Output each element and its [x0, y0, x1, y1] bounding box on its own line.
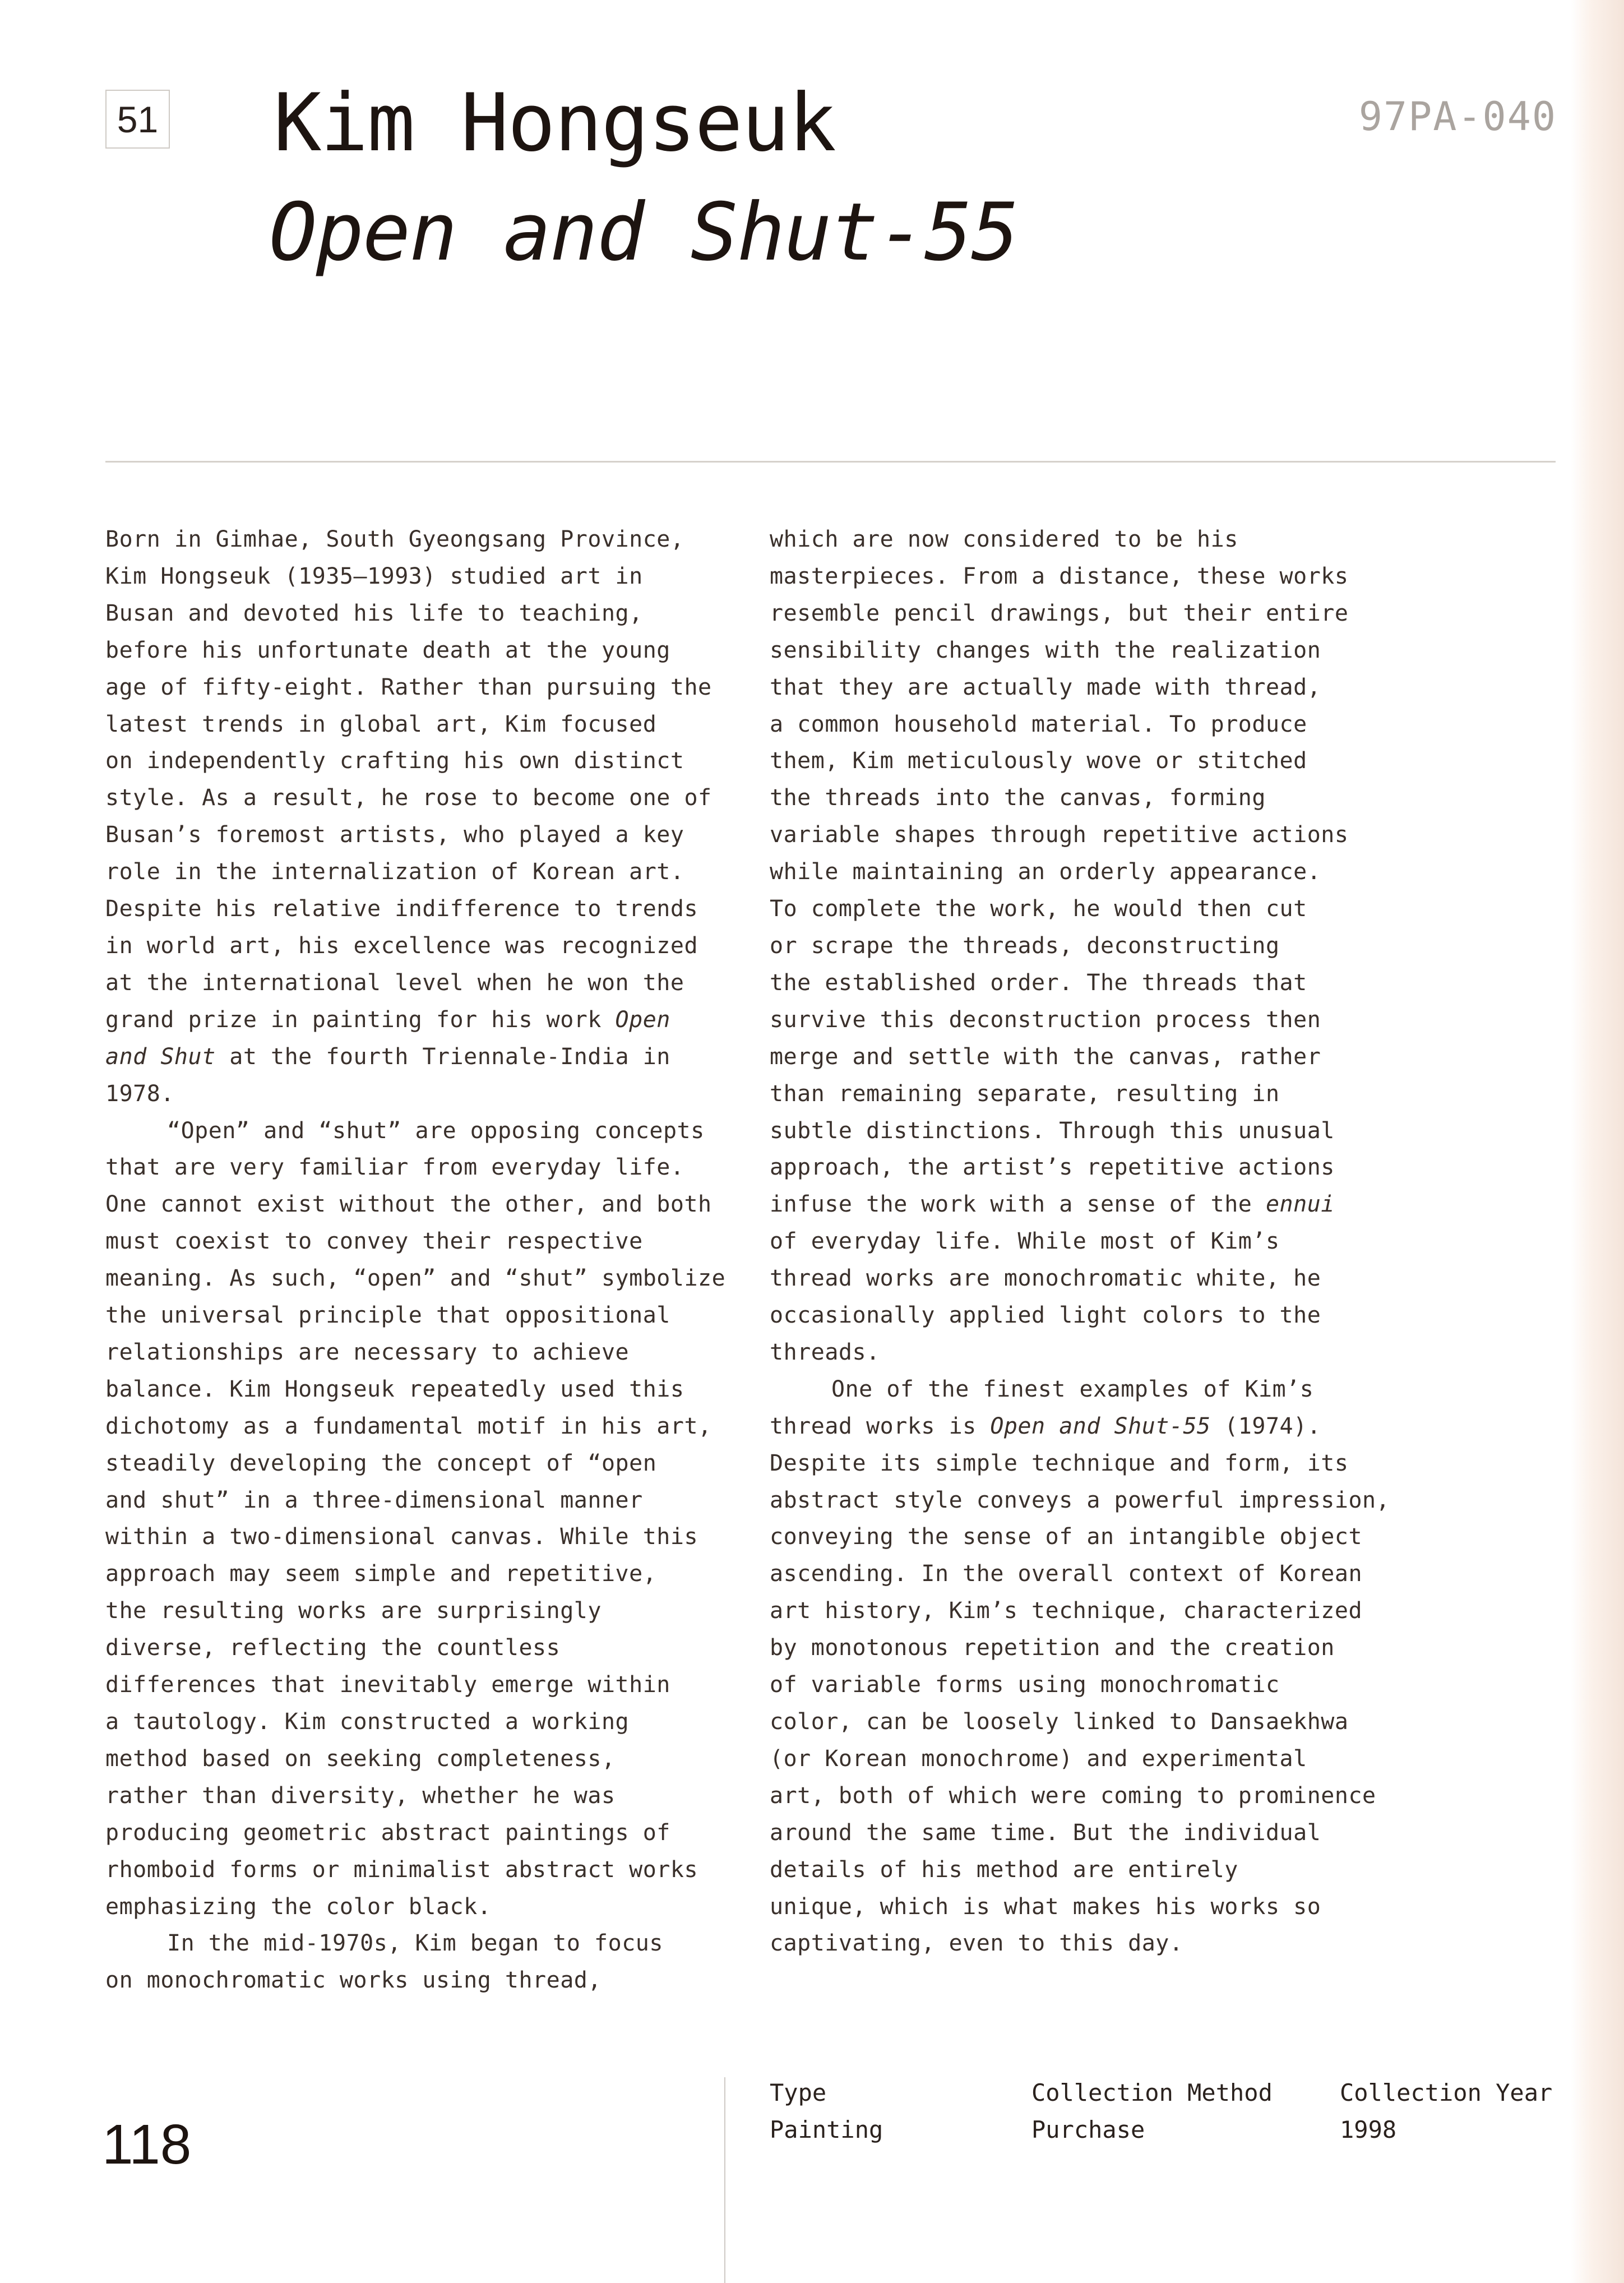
body-text-line: sensibility changes with the realization — [770, 637, 1321, 663]
body-text-line: approach may seem simple and repetitive, — [105, 1561, 657, 1587]
body-text-line: subtle distinctions. Through this unusual — [770, 1117, 1335, 1144]
body-text-line: ascending. In the overall context of Korean — [770, 1561, 1363, 1587]
italic-title-text: Open and Shut-55 — [990, 1413, 1211, 1439]
body-text-line: approach, the artist’s repetitive actions — [770, 1154, 1335, 1181]
meta-collection-year-value: 1998 — [1340, 2116, 1397, 2143]
body-text-line: threads. — [770, 1339, 880, 1365]
body-text-line: resemble pencil drawings, but their entire — [770, 600, 1349, 626]
body-text-line: meaning. As such, “open” and “shut” symbolize — [105, 1265, 726, 1292]
body-text-line: age of fifty-eight. Rather than pursuing the — [105, 674, 712, 700]
body-text-line: infuse the work with a sense of the ennui — [770, 1191, 1335, 1218]
body-text-line: producing geometric abstract paintings of — [105, 1819, 670, 1846]
meta-collection-year-label: Collection Year — [1340, 2079, 1553, 2106]
italic-title-text: Open — [615, 1006, 670, 1033]
body-column-left — [105, 521, 739, 1999]
body-text-line: emphasizing the color black. — [105, 1893, 492, 1920]
body-text-line: on monochromatic works using thread, — [105, 1967, 602, 1994]
body-text-line: steadily developing the concept of “open — [105, 1450, 657, 1476]
body-text-line: Kim Hongseuk (1935–1993) studied art in — [105, 563, 643, 589]
body-text-line: Despite his relative indifference to trends — [105, 896, 698, 922]
body-text-line: conveying the sense of an intangible object — [770, 1524, 1363, 1550]
body-text-line: survive this deconstruction process then — [770, 1006, 1321, 1033]
body-text-line: in world art, his excellence was recognized — [105, 932, 698, 959]
body-text-line: which are now considered to be his — [770, 526, 1238, 552]
body-text-line: “Open” and “shut” are opposing concepts — [167, 1117, 705, 1144]
body-text-line: balance. Kim Hongseuk repeatedly used this — [105, 1376, 684, 1402]
body-text-line: on independently crafting his own distinct — [105, 748, 684, 774]
body-text-line: around the same time. But the individual — [770, 1819, 1321, 1846]
italic-title-text: ennui — [1265, 1191, 1335, 1218]
body-text-line: that are very familiar from everyday life. — [105, 1154, 684, 1181]
body-text-line: differences that inevitably emerge within — [105, 1672, 670, 1698]
body-text-line: merge and settle with the canvas, rather — [770, 1043, 1321, 1070]
body-text-line: the established order. The threads that — [770, 969, 1307, 996]
body-text-line: thread works are monochromatic white, he — [770, 1265, 1321, 1292]
body-text-line: latest trends in global art, Kim focused — [105, 711, 657, 737]
body-text-line: grand prize in painting for his work Open — [105, 1006, 670, 1033]
body-text-line: that they are actually made with thread, — [770, 674, 1321, 700]
body-text-line: Born in Gimhae, South Gyeongsang Province, — [105, 526, 684, 552]
meta-collection-year — [1340, 2074, 1552, 2148]
body-text-line: the universal principle that oppositional — [105, 1302, 670, 1329]
work-title: Open and Shut-55 — [269, 186, 1018, 279]
meta-collection-method — [1031, 2074, 1273, 2148]
body-text-line: captivating, even to this day. — [770, 1930, 1183, 1957]
body-text-line: style. As a result, he rose to become one of — [105, 785, 712, 811]
body-text-line: before his unfortunate death at the young — [105, 637, 670, 663]
page-gutter-shadow — [1571, 0, 1624, 2283]
body-text-line: rhomboid forms or minimalist abstract works — [105, 1856, 698, 1883]
body-text-line: and shut” in a three-dimensional manner — [105, 1487, 643, 1513]
artist-name: Kim Hongseuk — [274, 77, 835, 169]
italic-title-text: and Shut — [105, 1043, 216, 1070]
body-text-line: unique, which is what makes his works so — [770, 1893, 1321, 1920]
body-text-line: and Shut at the fourth Triennale-India in — [105, 1043, 670, 1070]
meta-type-value: Painting — [770, 2116, 883, 2143]
body-text-line: role in the internalization of Korean art. — [105, 859, 684, 885]
body-text-line: abstract style conveys a powerful impression, — [770, 1487, 1390, 1513]
body-text-line: of variable forms using monochromatic — [770, 1672, 1280, 1698]
body-text-line: method based on seeking completeness, — [105, 1745, 616, 1772]
body-text-line: art history, Kim’s technique, characterized — [770, 1598, 1363, 1624]
body-text-line: a tautology. Kim constructed a working — [105, 1709, 630, 1735]
footer-vertical-rule — [724, 2077, 725, 2283]
body-text-line: the threads into the canvas, forming — [770, 785, 1266, 811]
body-text-line: (or Korean monochrome) and experimental — [770, 1745, 1307, 1772]
body-text-line: dichotomy as a fundamental motif in his art, — [105, 1413, 712, 1439]
body-text-line: than remaining separate, resulting in — [770, 1080, 1280, 1107]
body-text-line: One of the finest examples of Kim’s — [831, 1376, 1314, 1402]
body-text-line: color, can be loosely linked to Dansaekhwa — [770, 1709, 1349, 1735]
body-text-line: within a two-dimensional canvas. While this — [105, 1524, 698, 1550]
meta-type — [770, 2074, 883, 2148]
body-text-line: the resulting works are surprisingly — [105, 1598, 602, 1624]
body-text-line: art, both of which were coming to prominence — [770, 1782, 1376, 1809]
body-text-line: them, Kim meticulously wove or stitched — [770, 748, 1307, 774]
body-text-line: In the mid-1970s, Kim began to focus — [167, 1930, 663, 1957]
body-text-line: relationships are necessary to achieve — [105, 1339, 630, 1365]
body-text-line: Busan and devoted his life to teaching, — [105, 600, 643, 626]
body-text-line: of everyday life. While most of Kim’s — [770, 1228, 1280, 1255]
body-column-right — [770, 521, 1403, 1962]
page-number: 118 — [102, 2113, 192, 2176]
body-text-line: occasionally applied light colors to the — [770, 1302, 1321, 1329]
body-text-line: Busan’s foremost artists, who played a key — [105, 822, 684, 848]
body-text-line: diverse, reflecting the countless — [105, 1635, 561, 1661]
body-text-line: To complete the work, he would then cut — [770, 896, 1307, 922]
body-text-line: by monotonous repetition and the creation — [770, 1635, 1335, 1661]
body-text-line: at the international level when he won the — [105, 969, 684, 996]
accession-code: 97PA-040 — [1358, 94, 1557, 140]
meta-type-label: Type — [770, 2079, 827, 2106]
meta-collection-method-value: Purchase — [1031, 2116, 1145, 2143]
body-text-line: while maintaining an orderly appearance. — [770, 859, 1321, 885]
body-text-line: variable shapes through repetitive actions — [770, 822, 1349, 848]
body-text-line: a common household material. To produce — [770, 711, 1307, 737]
body-text-line: Despite its simple technique and form, its — [770, 1450, 1349, 1476]
body-text-line: or scrape the threads, deconstructing — [770, 932, 1280, 959]
entry-number: 51 — [117, 98, 159, 140]
body-text-line: rather than diversity, whether he was — [105, 1782, 616, 1809]
body-text-line: details of his method are entirely — [770, 1856, 1238, 1883]
body-text-line: thread works is Open and Shut-55 (1974). — [770, 1413, 1321, 1439]
entry-number-box — [105, 90, 170, 149]
body-text-line: One cannot exist without the other, and both — [105, 1191, 712, 1218]
meta-collection-method-label: Collection Method — [1031, 2079, 1273, 2106]
body-text-line: 1978. — [105, 1080, 174, 1107]
body-text-line: masterpieces. From a distance, these works — [770, 563, 1349, 589]
body-text-line: must coexist to convey their respective — [105, 1228, 643, 1255]
header-divider — [105, 461, 1556, 463]
